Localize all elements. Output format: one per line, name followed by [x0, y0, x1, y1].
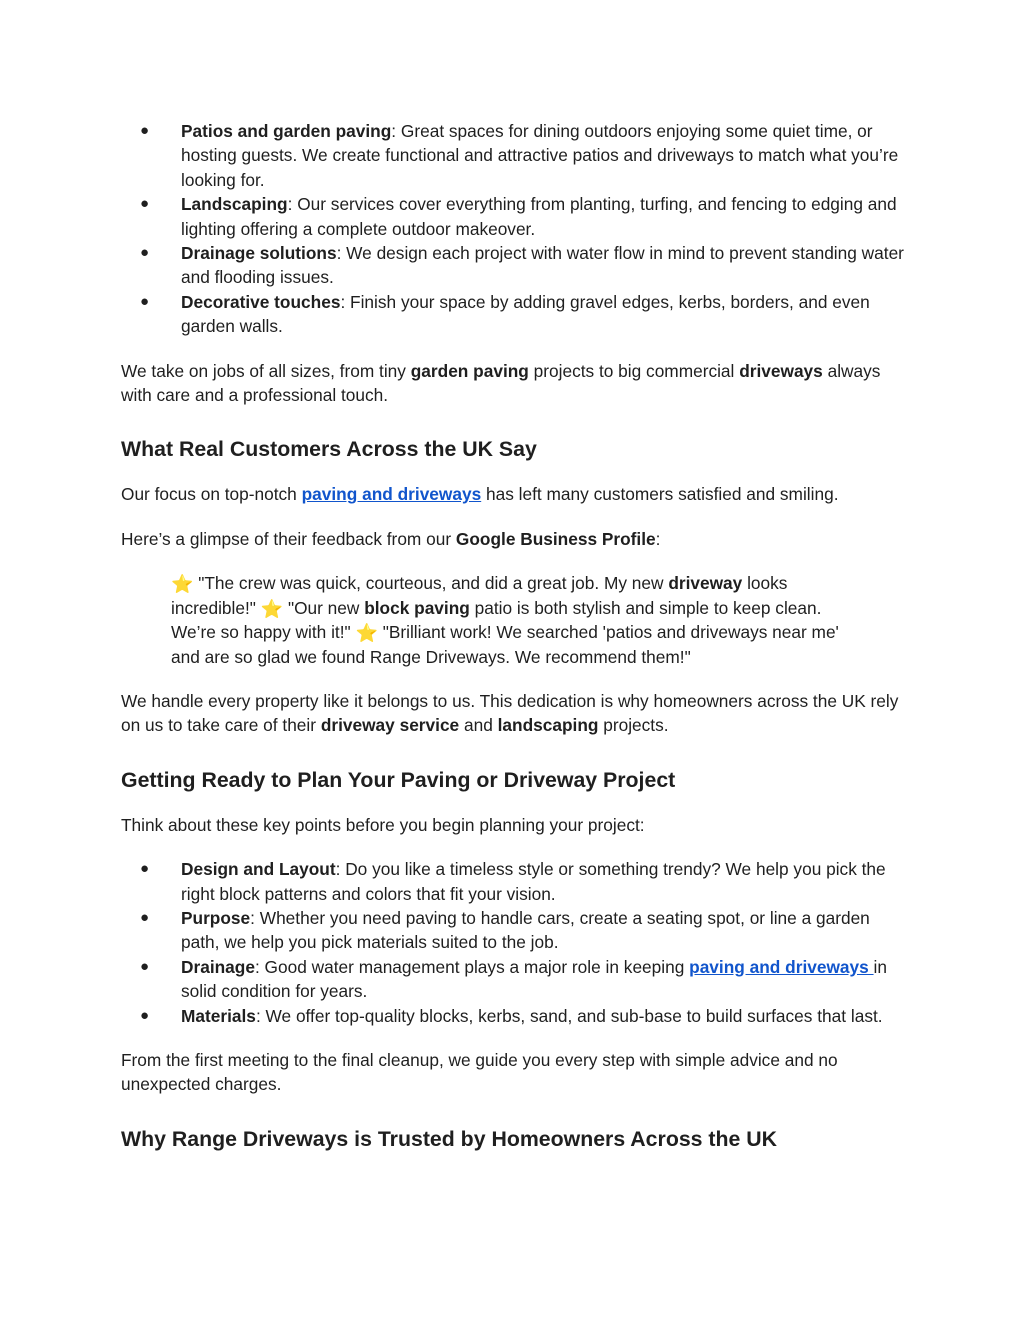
list-item: [121, 241, 911, 290]
bullet-term: Decorative touches: [181, 291, 341, 312]
list-item: ● Design and Layout: Do you like a timeless style or something trendy? We help you pick the right block patterns and colors that fit your vision.: [140, 859, 886, 904]
bullet-term: Patios and garden paving: [181, 121, 392, 141]
bullet-text: : Our services cover everything from planting, turfing, and fencing to edging and lighting offering a complete outdoor makeover.: [181, 194, 897, 239]
section-heading-trusted: Why Range Driveways is Trusted by Homeowners Across the UK: [121, 1126, 778, 1151]
planning-list: [121, 857, 911, 1028]
property-paragraph: We handle every property like it belongs to us. This dedication is why homeowners across the UK rely on us to take care of their driveway service and landscaping projects.: [121, 690, 899, 736]
bullet-text: : Great spaces for dining outdoors enjoying some quiet time, or hosting guests. We create functional and attractive patios and driveways to match what you’re looking for.: [181, 121, 899, 190]
bullet-icon: ●: [140, 957, 150, 975]
testimonials-quote: ⭐ "The crew was quick, courteous, and did a great job. My new driveway looks incredible!" ⭐ "Our new block paving patio is both stylish and simple to keep clean. We’re so happy with it!" ⭐ "Brilliant work! We searched 'patios and driveways near me' and are so glad we found Range Driveways. We recommend them!": [171, 573, 839, 667]
star-icon: ⭐: [355, 623, 378, 644]
services-list: [121, 119, 911, 339]
bullet-term: Landscaping: [181, 194, 288, 215]
planning-intro: Think about these key points before you begin planning your project:: [121, 814, 645, 835]
bullet-icon: ●: [140, 292, 150, 310]
bullet-term: Drainage solutions: [181, 243, 337, 264]
bullet-text: : Finish your space by adding gravel edges, kerbs, borders, and even garden walls.: [181, 291, 870, 337]
section-heading-planning: Getting Ready to Plan Your Paving or Driveway Project: [121, 767, 676, 792]
bullet-icon: ●: [140, 122, 150, 139]
bullet-icon: ●: [140, 195, 150, 213]
list-item: [121, 119, 911, 192]
list-item: [121, 192, 911, 241]
bullet-icon: ●: [140, 244, 150, 262]
bullet-icon: ●: [140, 908, 150, 926]
bullet-icon: ●: [140, 860, 150, 878]
jobs-paragraph: We take on jobs of all sizes, from tiny garden paving projects to big commercial driveways always with care and a professional touch.: [121, 360, 881, 406]
list-item: ● Drainage: Good water management plays a major role in keeping paving and driveways in solid condition for years.: [140, 956, 887, 1002]
section-heading-customers: What Real Customers Across the UK Say: [121, 437, 537, 462]
list-item: [121, 290, 911, 339]
list-item: ● Purpose: Whether you need paving to handle cars, create a seating spot, or line a garden path, we help you pick materials suited to the job.: [140, 907, 870, 953]
bullet-text: : We design each project with water flow in mind to prevent standing water and flooding issues.: [181, 243, 904, 288]
guidance-paragraph: From the first meeting to the final cleanup, we guide you every step with simple advice and no unexpected charges.: [121, 1049, 838, 1095]
feedback-intro: Here’s a glimpse of their feedback from our Google Business Profile:: [121, 528, 661, 549]
star-icon: ⭐: [260, 598, 284, 619]
document-content: [121, 119, 911, 1153]
paving-driveways-link[interactable]: paving and driveways: [301, 484, 482, 505]
star-icon: ⭐: [171, 574, 194, 595]
bullet-icon: ●: [140, 1006, 150, 1024]
focus-paragraph: Our focus on top-notch paving and driveways has left many customers satisfied and smiling.: [121, 484, 839, 505]
list-item: ● Materials: We offer top-quality blocks, kerbs, sand, and sub-base to build surfaces that last.: [121, 1004, 911, 1028]
paving-driveways-link[interactable]: paving and driveways: [689, 956, 874, 977]
